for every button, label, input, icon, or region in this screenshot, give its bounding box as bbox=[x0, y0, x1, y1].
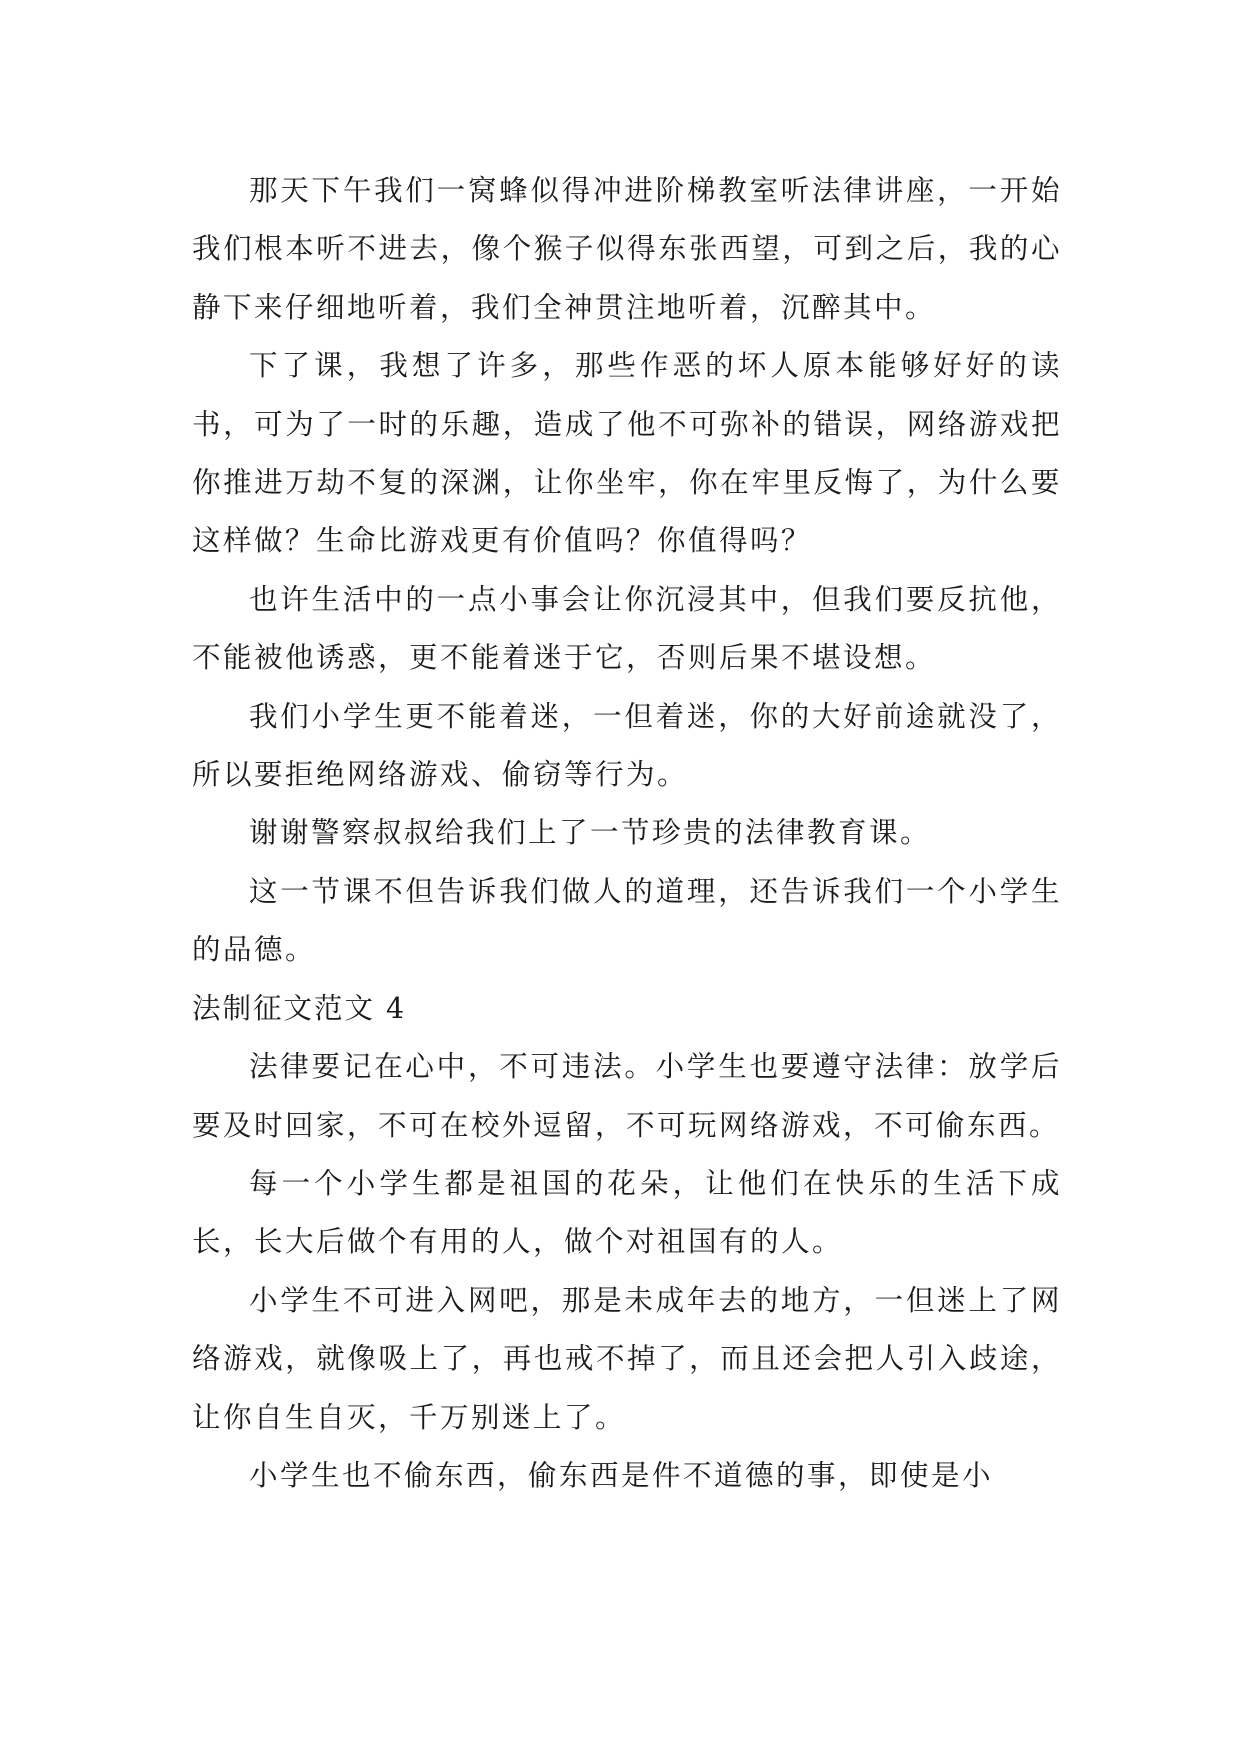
paragraph-temptation: 也许生活中的一点小事会让你沉浸其中，但我们要反抗他，不能被他诱惑，更不能着迷于它，否则后果不堪设想。 bbox=[192, 582, 1062, 675]
paragraph-flowers: 每一个小学生都是祖国的花朵，让他们在快乐的生活下成长，长大后做个有用的人，做个对祖国有的人。 bbox=[192, 1166, 1062, 1259]
paragraph-obey-law: 法律要记在心中，不可违法。小学生也要遵守法律：放学后要及时回家，不可在校外逗留，不可玩网络游戏，不可偷东西。 bbox=[192, 1050, 1062, 1142]
paragraph-lecture: 那天下午我们一窝蜂似得冲进阶梯教室听法律讲座，一开始我们根本听不进去，像个猴子似得东张西望，可到之后，我的心静下来仔细地听着，我们全神贯注地听着，沉醉其中。 bbox=[192, 174, 1062, 324]
paragraph-reflection: 下了课，我想了许多，那些作恶的坏人原本能够好好的读书，可为了一时的乐趣，造成了他不可弥补的错误，网络游戏把你推进万劫不复的深渊，让你坐牢，你在牢里反悔了，为什么要这样做？生命比游戏更有价值吗？你值得吗？ bbox=[192, 349, 1062, 558]
paragraph-no-stealing: 小学生也不偷东西，偷东西是件不道德的事，即使是小 bbox=[249, 1458, 994, 1492]
paragraph-thanks: 谢谢警察叔叔给我们上了一节珍贵的法律教育课。 bbox=[249, 816, 932, 850]
paragraph-refuse-games: 我们小学生更不能着迷，一但着迷，你的大好前途就没了，所以要拒绝网络游戏、偷窃等行为。 bbox=[192, 699, 1062, 792]
paragraph-internet-cafe: 小学生不可进入网吧，那是未成年去的地方，一但迷上了网络游戏，就像吸上了，再也戒不掉了，而且还会把人引入歧途，让你自生自灭，千万别迷上了。 bbox=[192, 1283, 1062, 1434]
paragraph-lesson: 这一节课不但告诉我们做人的道理，还告诉我们一个小学生的品德。 bbox=[192, 874, 1062, 967]
document-body bbox=[192, 162, 1062, 1505]
section-title: 法制征文范文 4 bbox=[192, 991, 407, 1025]
